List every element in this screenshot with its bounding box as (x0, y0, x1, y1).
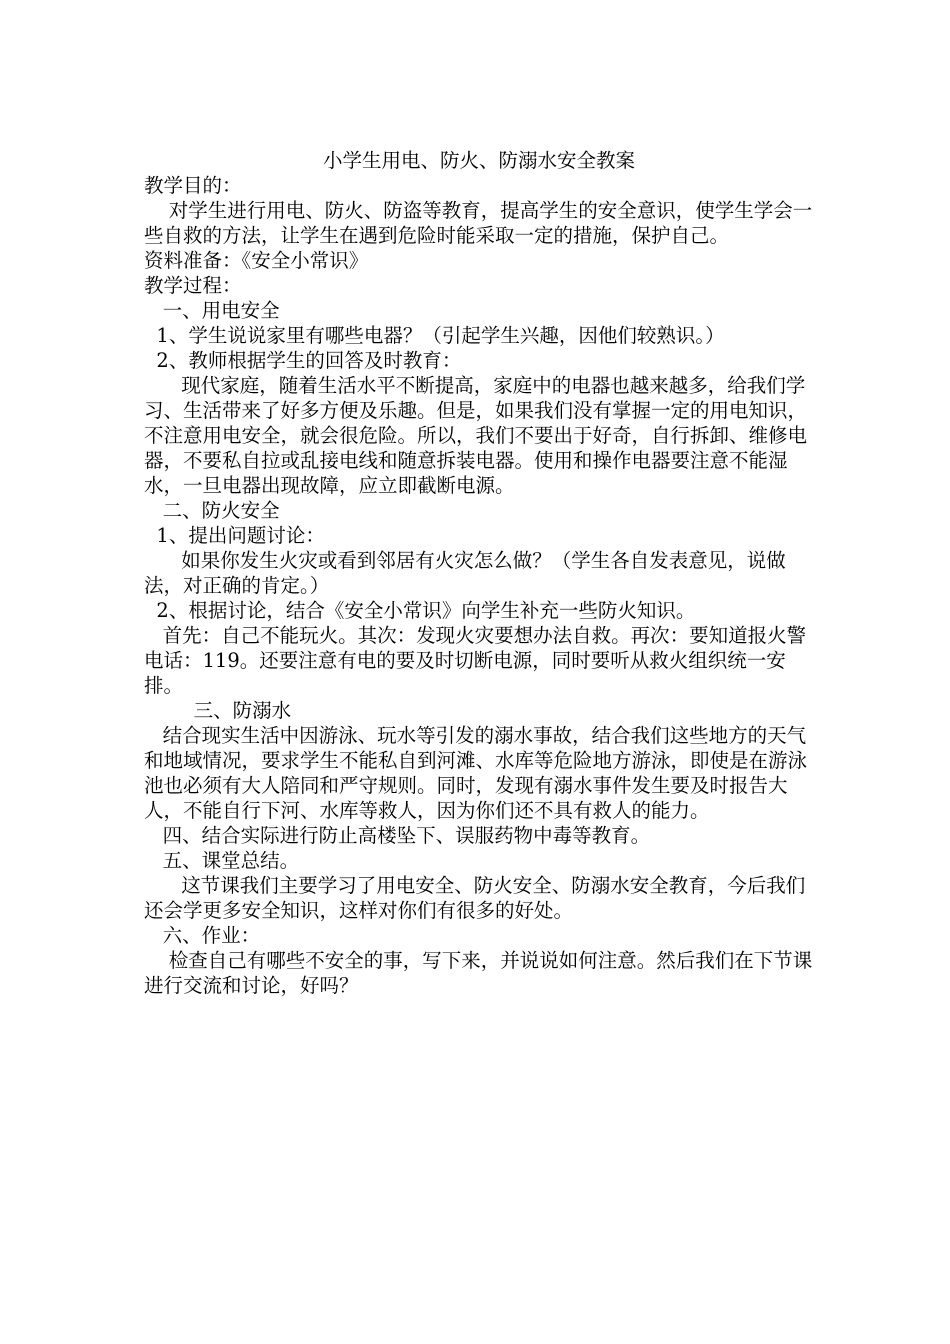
section-heading-process: 教学过程： (144, 274, 242, 297)
heading-fire-safety: 二、防火安全 (144, 499, 280, 522)
paragraph-fire-knowledge: 首先：自己不能玩火。其次：发现火灾要想办法自救。再次：要知道报火警电话：119。还要注意有电的要及时切断电源，同时要听从救火组织统一安排。 (144, 624, 807, 697)
paragraph-homework: 检查自己有哪些不安全的事，写下来，并说说如何注意。然后我们在下节课进行交流和讨论，好吗？ (144, 949, 813, 997)
list-item-fire-1: 1、提出问题讨论： (144, 524, 325, 547)
paragraph-objective: 对学生进行用电、防火、防盗等教育，提高学生的安全意识，使学生学会一些自救的方法，让学生在遇到危险时能采取一定的措施，保护自己。 (144, 199, 813, 247)
heading-other-education: 四、结合实际进行防止高楼坠下、误服药物中毒等教育。 (144, 824, 651, 847)
paragraph-summary: 这节课我们主要学习了用电安全、防火安全、防溺水安全教育，今后我们还会学更多安全知识，这样对你们有很多的好处。 (144, 874, 806, 922)
heading-summary: 五、课堂总结。 (144, 849, 300, 872)
paragraph-electric-safety: 现代家庭，随着生活水平不断提高，家庭中的电器也越来越多，给我们学习、生活带来了好多方便及乐趣。但是，如果我们没有掌握一定的用电知识，不注意用电安全，就会很危险。所以，我们不要出于好奇，自行拆卸、维修电器，不要私自拉或乱接电线和随意拆装电器。使用和操作电器要注意不能湿水，一旦电器出现故障，应立即截断电源。 (144, 374, 808, 497)
document-body (144, 148, 814, 998)
list-item-electric-1: 1、学生说说家里有哪些电器？（引起学生兴趣，因他们较熟识。） (144, 324, 725, 347)
section-heading-objective: 教学目的： (144, 174, 242, 197)
list-item-fire-2: 2、根据讨论，结合《安全小常识》向学生补充一些防火知识。 (144, 599, 696, 622)
document-title: 小学生用电、防火、防溺水安全教案 (322, 149, 635, 172)
heading-homework: 六、作业： (144, 924, 261, 947)
heading-electric-safety: 一、用电安全 (144, 299, 280, 322)
paragraph-drowning: 结合现实生活中因游泳、玩水等引发的溺水事故，结合我们这些地方的天气和地域情况，要求学生不能私自到河滩、水库等危险地方游泳，即使是在游泳池也必须有大人陪同和严守规则。同时，发现有溺水事件发生要及时报告大人，不能自行下河、水库等救人，因为你们还不具有救人的能力。 (144, 724, 808, 822)
heading-drowning-prevention: 三、防溺水 (144, 699, 292, 722)
list-item-electric-2: 2、教师根据学生的回答及时教育： (144, 349, 462, 372)
section-heading-materials: 资料准备：《安全小常识》 (144, 249, 369, 272)
paragraph-fire-discussion: 如果你发生火灾或看到邻居有火灾怎么做？（学生各自发表意见，说做法，对正确的肯定。） (144, 549, 786, 597)
